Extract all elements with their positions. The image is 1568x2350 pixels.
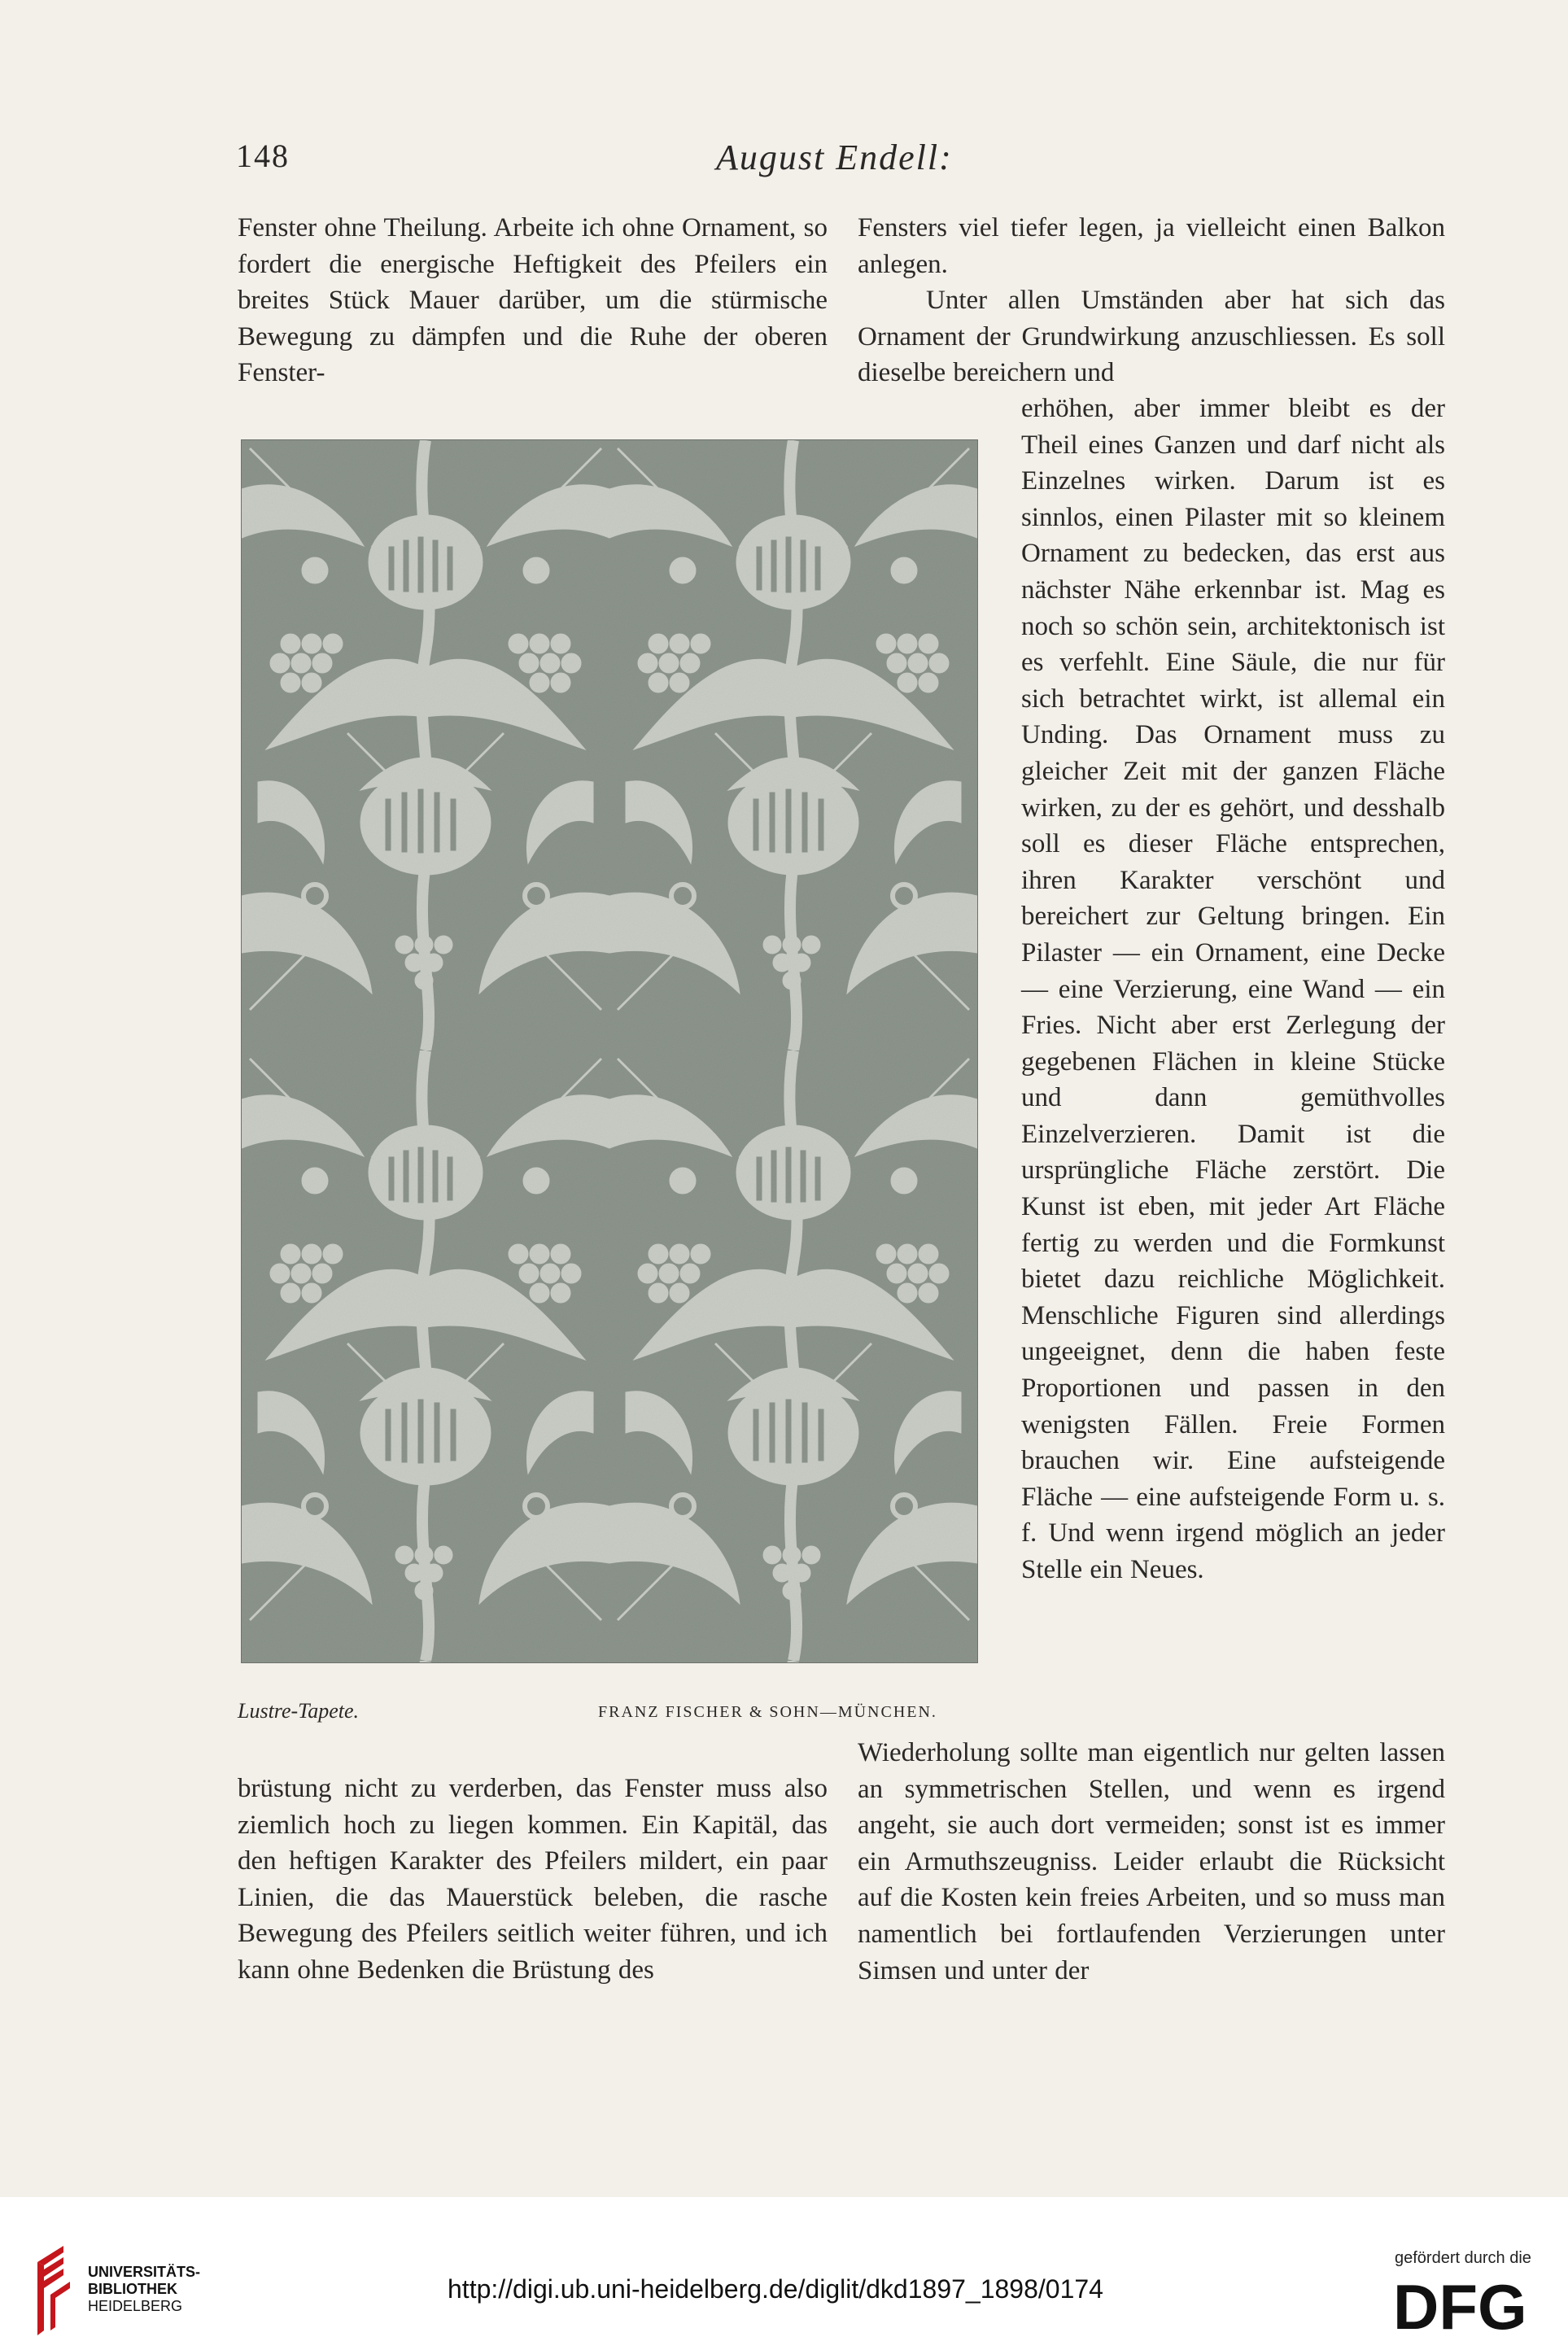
paragraph: brüstung nicht zu verderben, das Fenster muss also ziemlich hoch zu liegen kommen. Ein Kapitäl, das den heftigen Karakter des Pfeilers mildert, ein paar Linien, die das Mauerstück beleben, die rasche Bewegung des Pfeilers seitlich weiter führen, und ich kann ohne Bedenken die Brüstung des (238, 1774, 828, 1985)
page-header (236, 137, 1448, 186)
figure-caption-title: Lustre-Tapete. (238, 1699, 360, 1723)
wallpaper-illustration (241, 439, 978, 1663)
university-library-name (88, 2264, 200, 2315)
paragraph: Wiederholung sollte man eigentlich nur gelten lassen an symmetrischen Stellen, und wenn es irgend angeht, sie auch dort vermeiden; sonst ist es immer ein Armuthszeugniss. Leider erlaubt die Rücksicht auf die Kosten kein freies Arbeiten, und so muss man namentlich bei fortlaufenden Verzierungen unter Simsen und unter der (858, 1738, 1445, 1985)
permalink-url[interactable]: http://digi.ub.uni-heidelberg.de/diglit/dkd1897_1898/0174 (448, 2274, 1103, 2304)
dfg-logo-icon (1393, 2275, 1548, 2335)
library-name-line: UNIVERSITÄTS- (88, 2264, 201, 2280)
paragraph: Fensters viel tiefer legen, ja vielleicht einen Balkon anlegen. (858, 213, 1445, 279)
figure-caption-credit: FRANZ FISCHER & SOHN—MÜNCHEN. (598, 1703, 937, 1721)
right-column-bottom-text (858, 1735, 1445, 1989)
digitization-footer (0, 2197, 1568, 2350)
funding-note: gefördert durch die (1395, 2249, 1531, 2267)
damask-pattern-image (242, 440, 977, 1662)
university-library-logo-icon (31, 2246, 80, 2335)
running-title: August Endell: (716, 138, 953, 177)
page-number: 148 (236, 138, 290, 174)
left-column-bottom-text (238, 1771, 828, 1989)
paragraph: Fenster ohne Theilung. Arbeite ich ohne Ornament, so fordert die energische Heftigkeit des Pfeilers ein breites Stück Mauer darüber, um die stürmische Bewegung zu dämpfen und die Ruhe der oberen Fenster- (238, 213, 828, 388)
dfg-logo-text: DFG (1393, 2275, 1527, 2335)
paragraph: erhöhen, aber immer bleibt es der Theil eines Ganzen und darf nicht als Einzelnes wirken. Darum ist es sinnlos, einen Pilaster mit so kleinem Ornament zu bedecken, das erst aus nächster Nähe erkennbar ist. Mag es noch so schön sein, architektonisch ist es verfehlt. Eine Säule, die nur für sich betrachtet wirkt, ist allemal ein Unding. Das Ornament muss zu gleicher Zeit mit der ganzen Fläche wirken, zu der es gehört, und desshalb soll es dieser Fläche entsprechen, ihren Karakter verschönt und bereichert zur Geltung bringen. Ein Pilaster — ein Ornament, eine Decke — eine Verzierung, eine Wand — ein Fries. Nicht aber erst Zerlegung der gegebenen Flächen in kleine Stücke und dann gemüthvolles Einzelverzieren. Damit ist die ursprüngliche Fläche zerstört. Die Kunst ist eben, mit jeder Art Fläche fertig zu werden und die Formkunst bietet dazu reichliche Möglichkeit. Menschliche Figuren sind allerdings ungeeignet, denn die haben feste Proportionen und passen in den wenigsten Fällen. Freie Formen brauchen wir. Eine aufsteigende Fläche — eine aufsteigende Form u. s. f. Und wenn irgend möglich an jeder Stelle ein Neues. (1021, 394, 1445, 1584)
right-column-beside-figure-text (1021, 391, 1445, 1588)
library-name-line: BIBLIOTHEK (88, 2281, 177, 2297)
paragraph: Unter allen Umständen aber hat sich das Ornament der Grundwirkung anzuschliessen. Es soll dieselbe bereichern und (858, 286, 1445, 388)
left-column-top-text (238, 210, 828, 391)
library-name-line: HEIDELBERG (88, 2298, 183, 2314)
right-column-top-text (858, 210, 1445, 391)
